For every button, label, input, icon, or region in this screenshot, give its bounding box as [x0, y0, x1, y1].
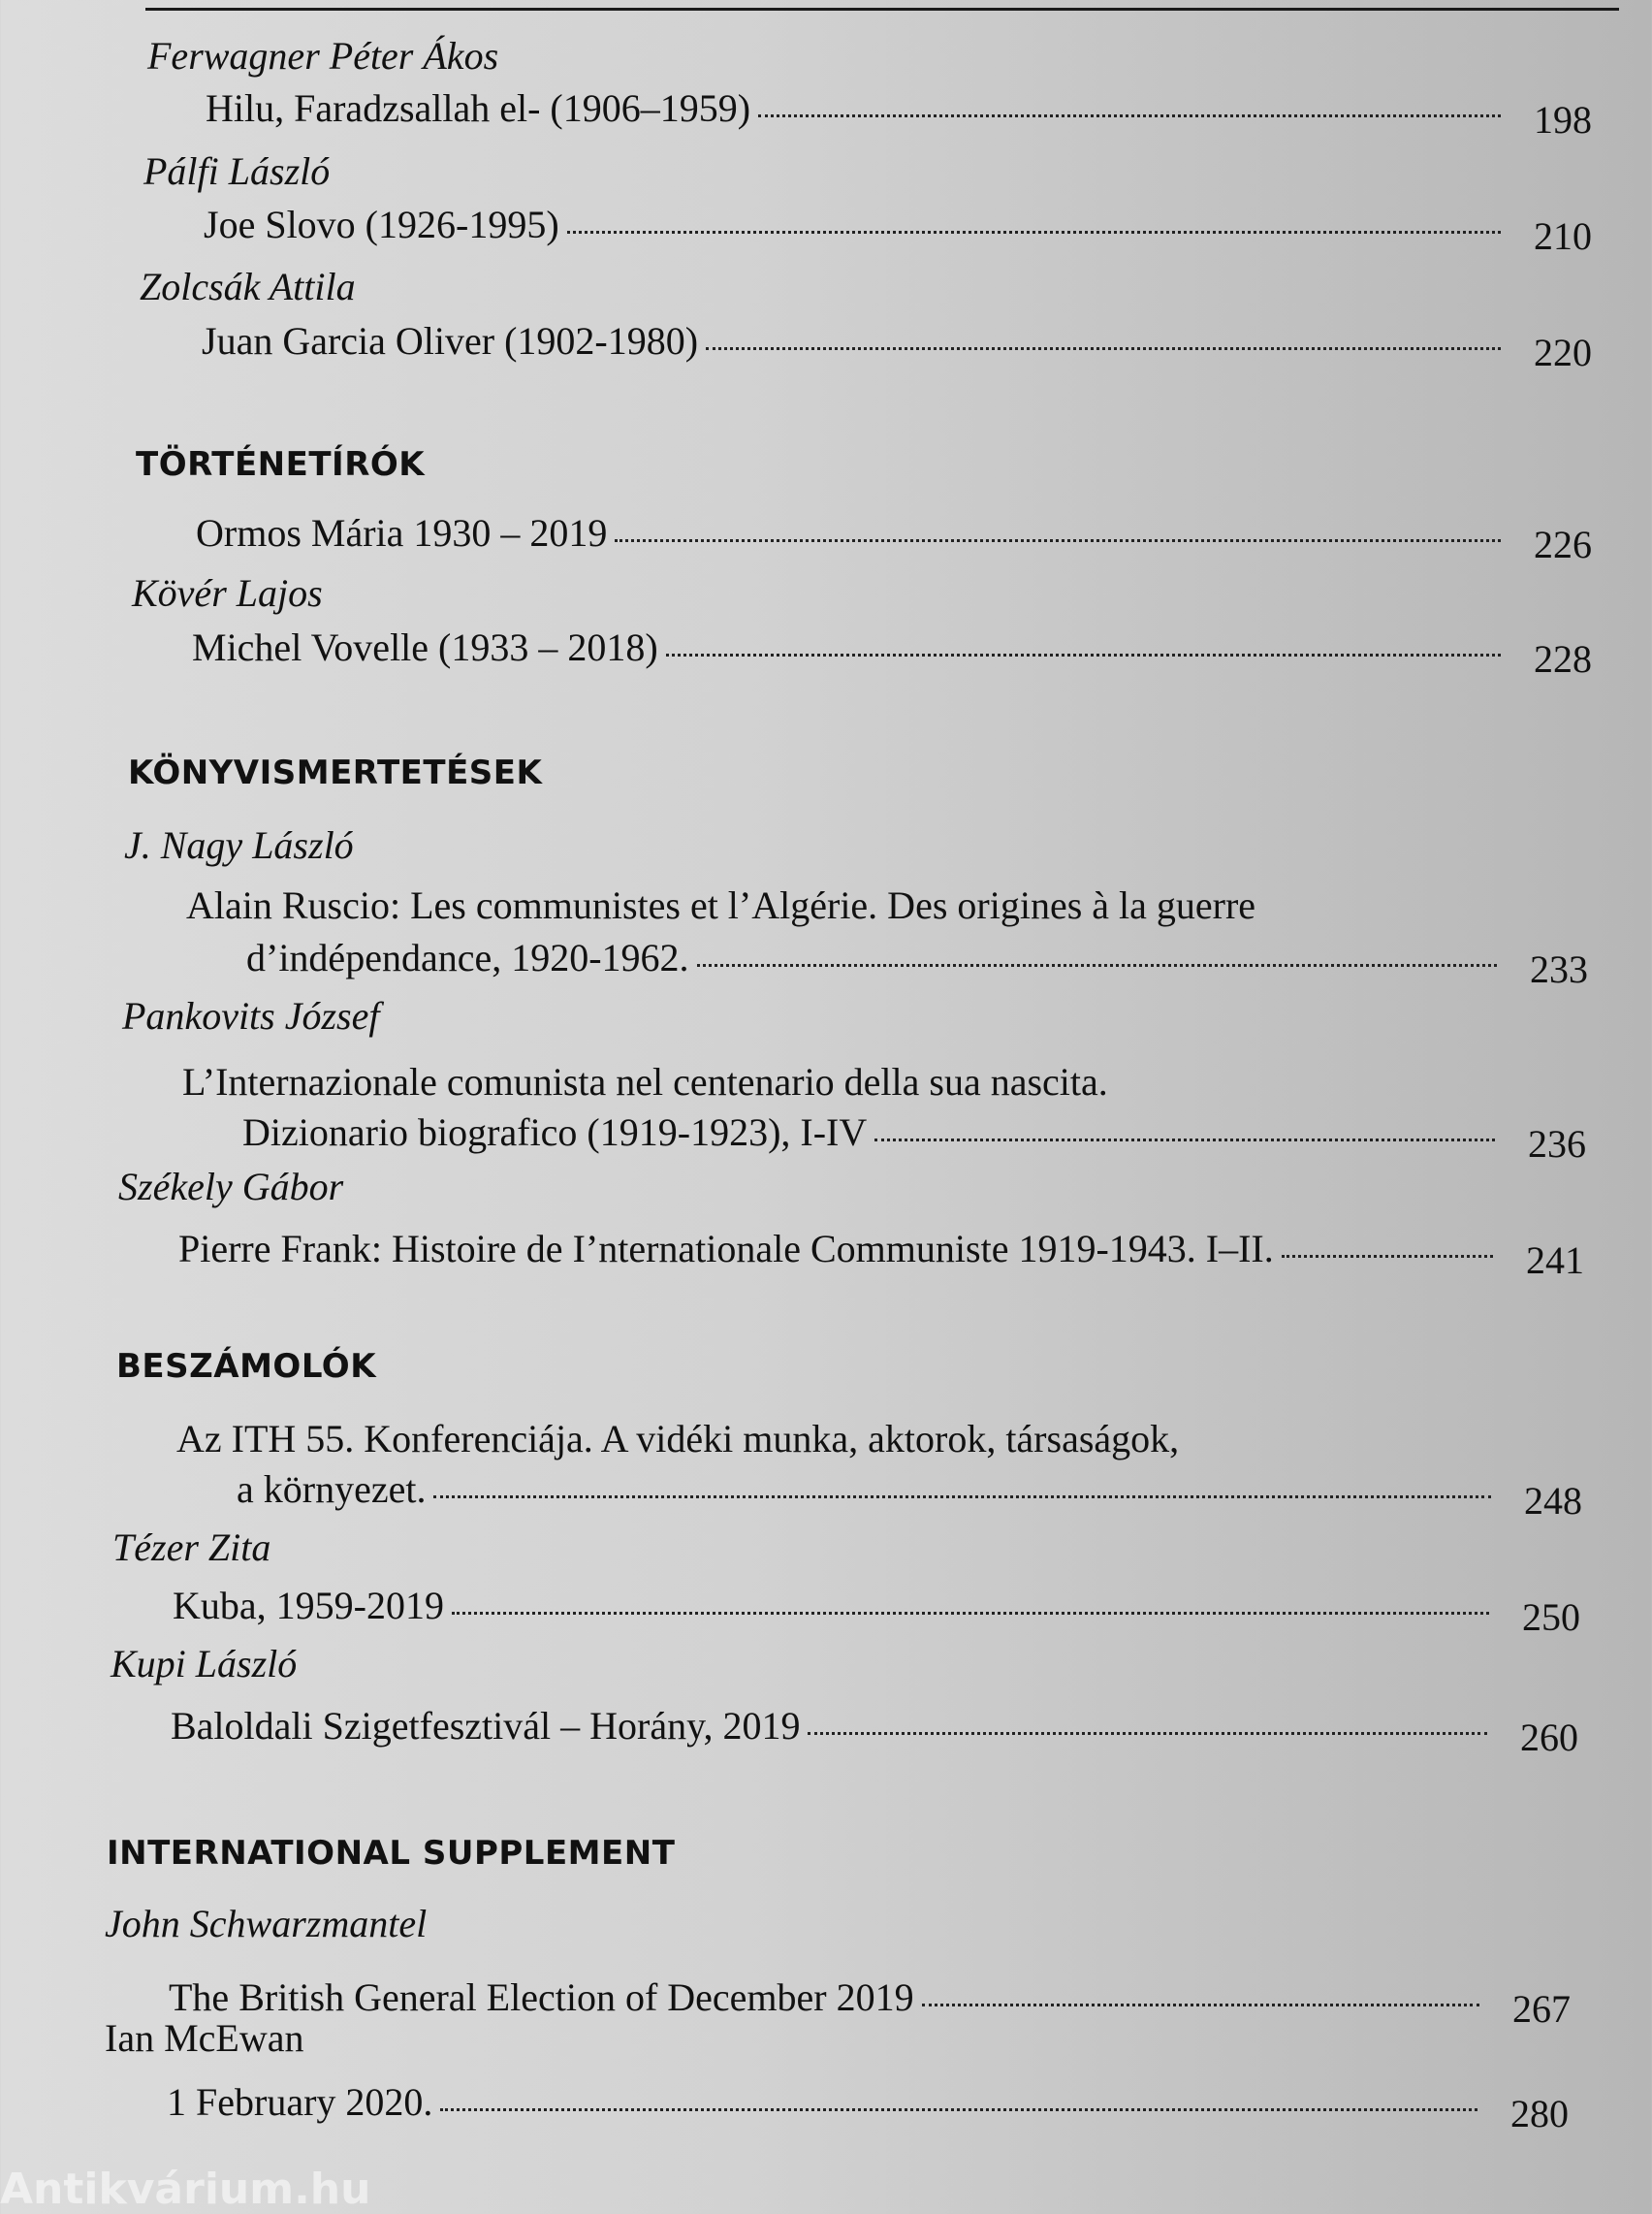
author-name: Ian McEwan	[105, 2016, 304, 2060]
toc-entry[interactable]	[202, 319, 1592, 374]
entry-title: Kuba, 1959-2019	[173, 1584, 444, 1627]
dot-leader	[808, 1732, 1487, 1735]
page-number: 248	[1524, 1479, 1582, 1523]
dot-leader	[758, 114, 1501, 117]
entry-title: Dizionario biografico (1919-1923), I-IV	[242, 1110, 868, 1154]
author-name: Kupi László	[111, 1642, 298, 1685]
page-number: 233	[1530, 947, 1588, 991]
author-name: Tézer Zita	[112, 1525, 271, 1569]
entry-title: 1 February 2020.	[167, 2080, 433, 2124]
dot-leader	[874, 1139, 1495, 1141]
dot-leader	[615, 539, 1501, 542]
entry-title: The British General Election of December 2019	[169, 1975, 914, 2019]
page-number: 220	[1534, 331, 1592, 374]
toc-entry[interactable]	[196, 511, 1592, 566]
toc-entry[interactable]	[178, 1227, 1584, 1282]
entry-title: Michel Vovelle (1933 – 2018)	[192, 626, 658, 669]
dot-leader	[706, 347, 1501, 350]
toc-entry[interactable]	[173, 1584, 1580, 1639]
entry-title: Pierre Frank: Histoire de I’nternationale Communiste 1919-1943. I–II.	[178, 1227, 1274, 1270]
dot-leader	[567, 231, 1501, 234]
toc-entry[interactable]	[204, 203, 1592, 258]
entry-title: a környezet.	[237, 1467, 427, 1511]
toc-entry[interactable]	[167, 2080, 1569, 2135]
entry-title: Juan Garcia Oliver (1902-1980)	[202, 319, 699, 363]
page-number: 236	[1528, 1122, 1586, 1166]
section-heading-international-supplement: INTERNATIONAL SUPPLEMENT	[107, 1834, 676, 1873]
toc-entry[interactable]	[237, 1467, 1582, 1523]
dot-leader	[922, 2004, 1479, 2006]
entry-title: Joe Slovo (1926-1995)	[204, 203, 559, 246]
entry-title: Hilu, Faradzsallah el- (1906–1959)	[206, 86, 751, 130]
page-number: 198	[1534, 98, 1592, 142]
author-name: Ferwagner Péter Ákos	[147, 34, 499, 78]
page-number: 210	[1534, 214, 1592, 258]
author-name: Pankovits József	[122, 994, 380, 1038]
dot-leader	[697, 964, 1497, 967]
toc-entry[interactable]	[192, 626, 1592, 681]
page-number: 228	[1534, 637, 1592, 681]
page-number: 280	[1510, 2092, 1569, 2135]
author-name: J. Nagy László	[124, 823, 354, 867]
entry-title-line: Alain Ruscio: Les communistes et l’Algérie. Des origines à la guerre	[186, 883, 1256, 927]
author-name: Kövér Lajos	[132, 571, 323, 615]
page-number: 260	[1520, 1716, 1578, 1759]
toc-entry[interactable]	[206, 86, 1592, 142]
author-name: Pálfi László	[143, 149, 331, 193]
dot-leader	[452, 1612, 1489, 1615]
entry-title-line: L’Internazionale comunista nel centenario della sua nascita.	[182, 1060, 1108, 1104]
section-heading-beszamolok: BESZÁMOLÓK	[116, 1347, 377, 1386]
entry-title: d’indépendance, 1920-1962.	[246, 936, 689, 979]
author-name: Zolcsák Attila	[140, 265, 356, 308]
dot-leader	[1282, 1255, 1493, 1258]
entry-title-line: Az ITH 55. Konferenciája. A vidéki munka, aktorok, társaságok,	[176, 1417, 1180, 1460]
entry-title: Ormos Mária 1930 – 2019	[196, 511, 608, 555]
dot-leader	[666, 654, 1501, 657]
toc-entry[interactable]	[169, 1975, 1571, 2031]
author-name: John Schwarzmantel	[105, 1902, 428, 1945]
section-heading-tortenetirok: TÖRTÉNETÍRÓK	[136, 445, 426, 484]
section-heading-konyvismertetesek: KÖNYVISMERTETÉSEK	[128, 754, 543, 792]
page-number: 267	[1512, 1987, 1571, 2031]
dot-leader	[433, 1495, 1491, 1498]
dot-leader	[440, 2108, 1477, 2111]
toc-entry[interactable]	[246, 936, 1588, 991]
watermark: Antikvárium.hu	[0, 2165, 371, 2214]
toc-entry[interactable]	[242, 1110, 1586, 1166]
page-number: 226	[1534, 523, 1592, 566]
entry-title: Baloldali Szigetfesztivál – Horány, 2019	[171, 1704, 801, 1748]
author-name: Székely Gábor	[118, 1165, 344, 1208]
page-number: 250	[1522, 1595, 1580, 1639]
toc-entry[interactable]	[171, 1704, 1578, 1759]
page-number: 241	[1526, 1238, 1584, 1282]
